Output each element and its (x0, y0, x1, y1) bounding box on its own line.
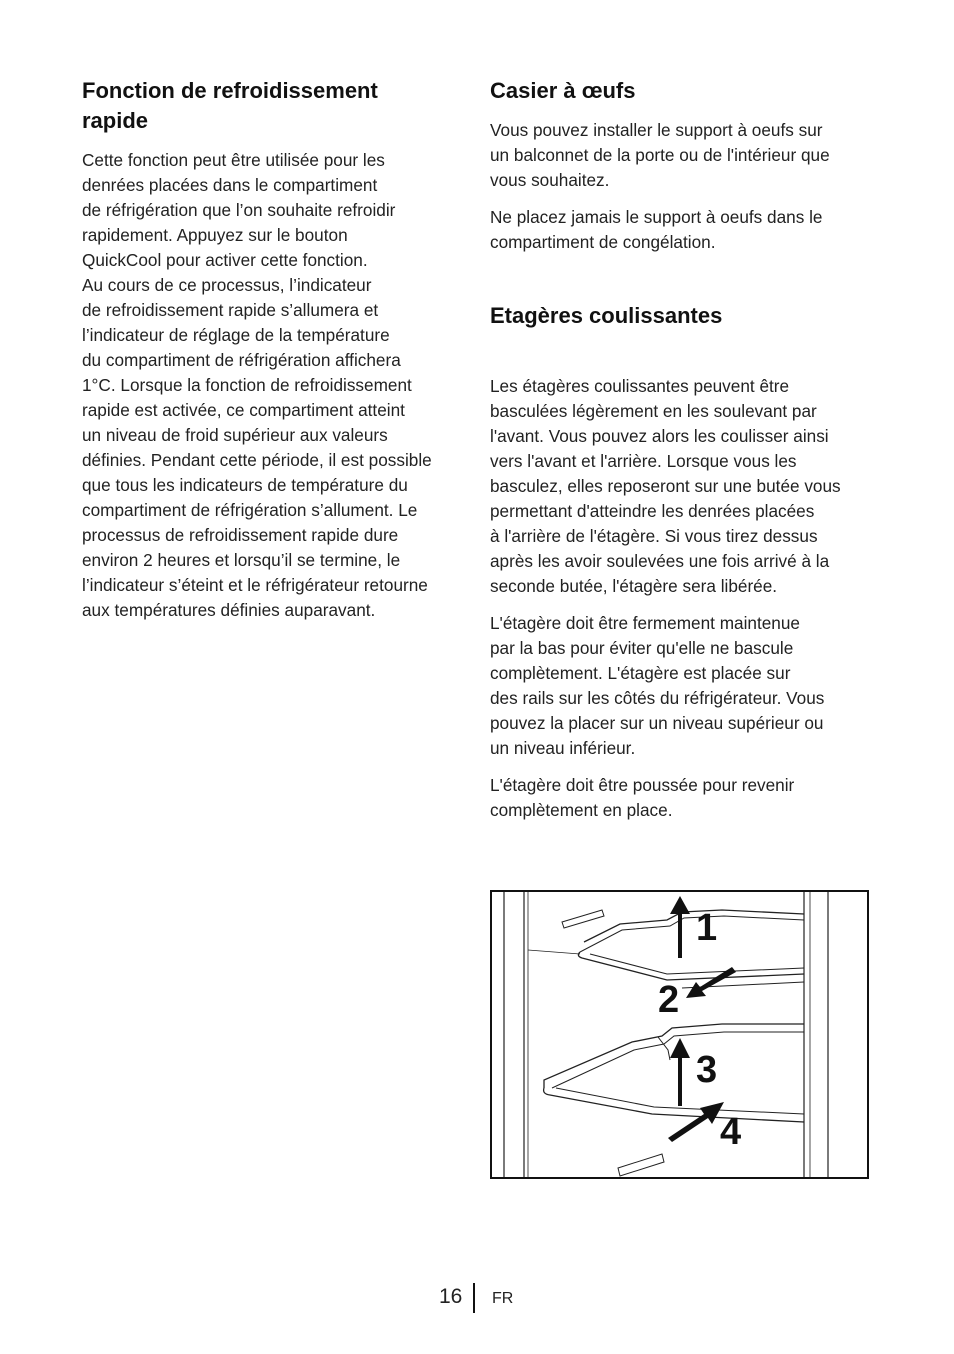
sliding-shelves-paragraph-2: L'étagère doit être fermement maintenue par la bas pour éviter qu'elle ne bascule complètement. L'étagère est placée sur des rails sur les côtés du réfrigérateur. Vous pouvez la placer sur un niveau supérieur ou un niveau inférieur. (490, 613, 825, 758)
arrow-up-1 (670, 896, 690, 958)
upper-shelf-back-edge (584, 910, 804, 942)
upper-shelf-front-edge (578, 952, 804, 980)
sliding-shelves-paragraph-3: L'étagère doit être poussée pour revenir complètement en place. (490, 775, 795, 820)
shelf-drawing (492, 892, 867, 1177)
label-4: 4 (720, 1111, 742, 1153)
language-code: FR (492, 1290, 514, 1307)
left-column (82, 76, 467, 635)
upper-shelf-front-edge (590, 954, 804, 974)
quick-cool-body: Cette fonction peut être utilisée pour les denrées placées dans le compartiment de réfrigération que l’on souhaite refroidir rapidement. Appuyez sur le bouton QuickCool pour activer cette fonction. Au cours de ce processus, l’indicateur de refroidissement rapide s’allumera et l’indicateur de réglage de la température du compartiment de réfrigération affichera 1°C. Lorsque la fonction de refroidissement rapide est activée, ce compartiment atteint un niveau de froid supérieur aux valeurs définies. Pendant cette période, il est possible que tous les indicateurs de température du compartiment de réfrigération s’allument. Le processus de refroidissement rapide dure environ 2 heures et lorsqu’il se termine, le l’indicateur s’éteint et le réfrigérateur retourne aux températures définies auparavant. (82, 150, 432, 620)
label-3: 3 (696, 1049, 718, 1091)
shelf-illustration (490, 890, 869, 1179)
label-1: 1 (696, 907, 718, 949)
egg-tray-paragraph-1: Vous pouvez installer le support à oeufs sur un balconnet de la porte ou de l'intérieur que vous souhaitez. (490, 120, 830, 190)
upper-shelf-back-edge (580, 916, 804, 952)
upper-rail (528, 950, 580, 954)
rear-bracket (562, 910, 604, 928)
egg-tray-heading: Casier à œufs (490, 78, 636, 103)
sliding-shelves-heading: Etagères coulissantes (490, 303, 723, 328)
footer-divider (473, 1283, 475, 1313)
arrow-up-3 (670, 1038, 690, 1106)
page-footer (0, 1281, 954, 1315)
egg-tray-paragraph-2: Ne placez jamais le support à oeufs dans le compartiment de congélation. (490, 207, 823, 252)
spacer (490, 267, 875, 301)
bottom-bracket (618, 1154, 664, 1176)
page-number: 16 (439, 1285, 463, 1308)
spacer (490, 343, 875, 374)
quick-cool-heading: Fonction de refroidissement rapide (82, 78, 378, 133)
sliding-shelves-paragraph-1: Les étagères coulissantes peuvent être basculées légèrement en les soulevant par l'avant. Vous pouvez alors les coulisser ainsi vers l'avant et l'arrière. Lorsque vous les basculez, elles reposeront sur une butée vous permettant d'atteindre les denrées placées à l'arrière de l'étagère. Si vous tirez dessus après les avoir soulevées une fois arrivé à la seconde butée, l'étagère sera libérée. (490, 376, 841, 596)
label-2: 2 (658, 979, 680, 1021)
right-column (490, 76, 875, 835)
